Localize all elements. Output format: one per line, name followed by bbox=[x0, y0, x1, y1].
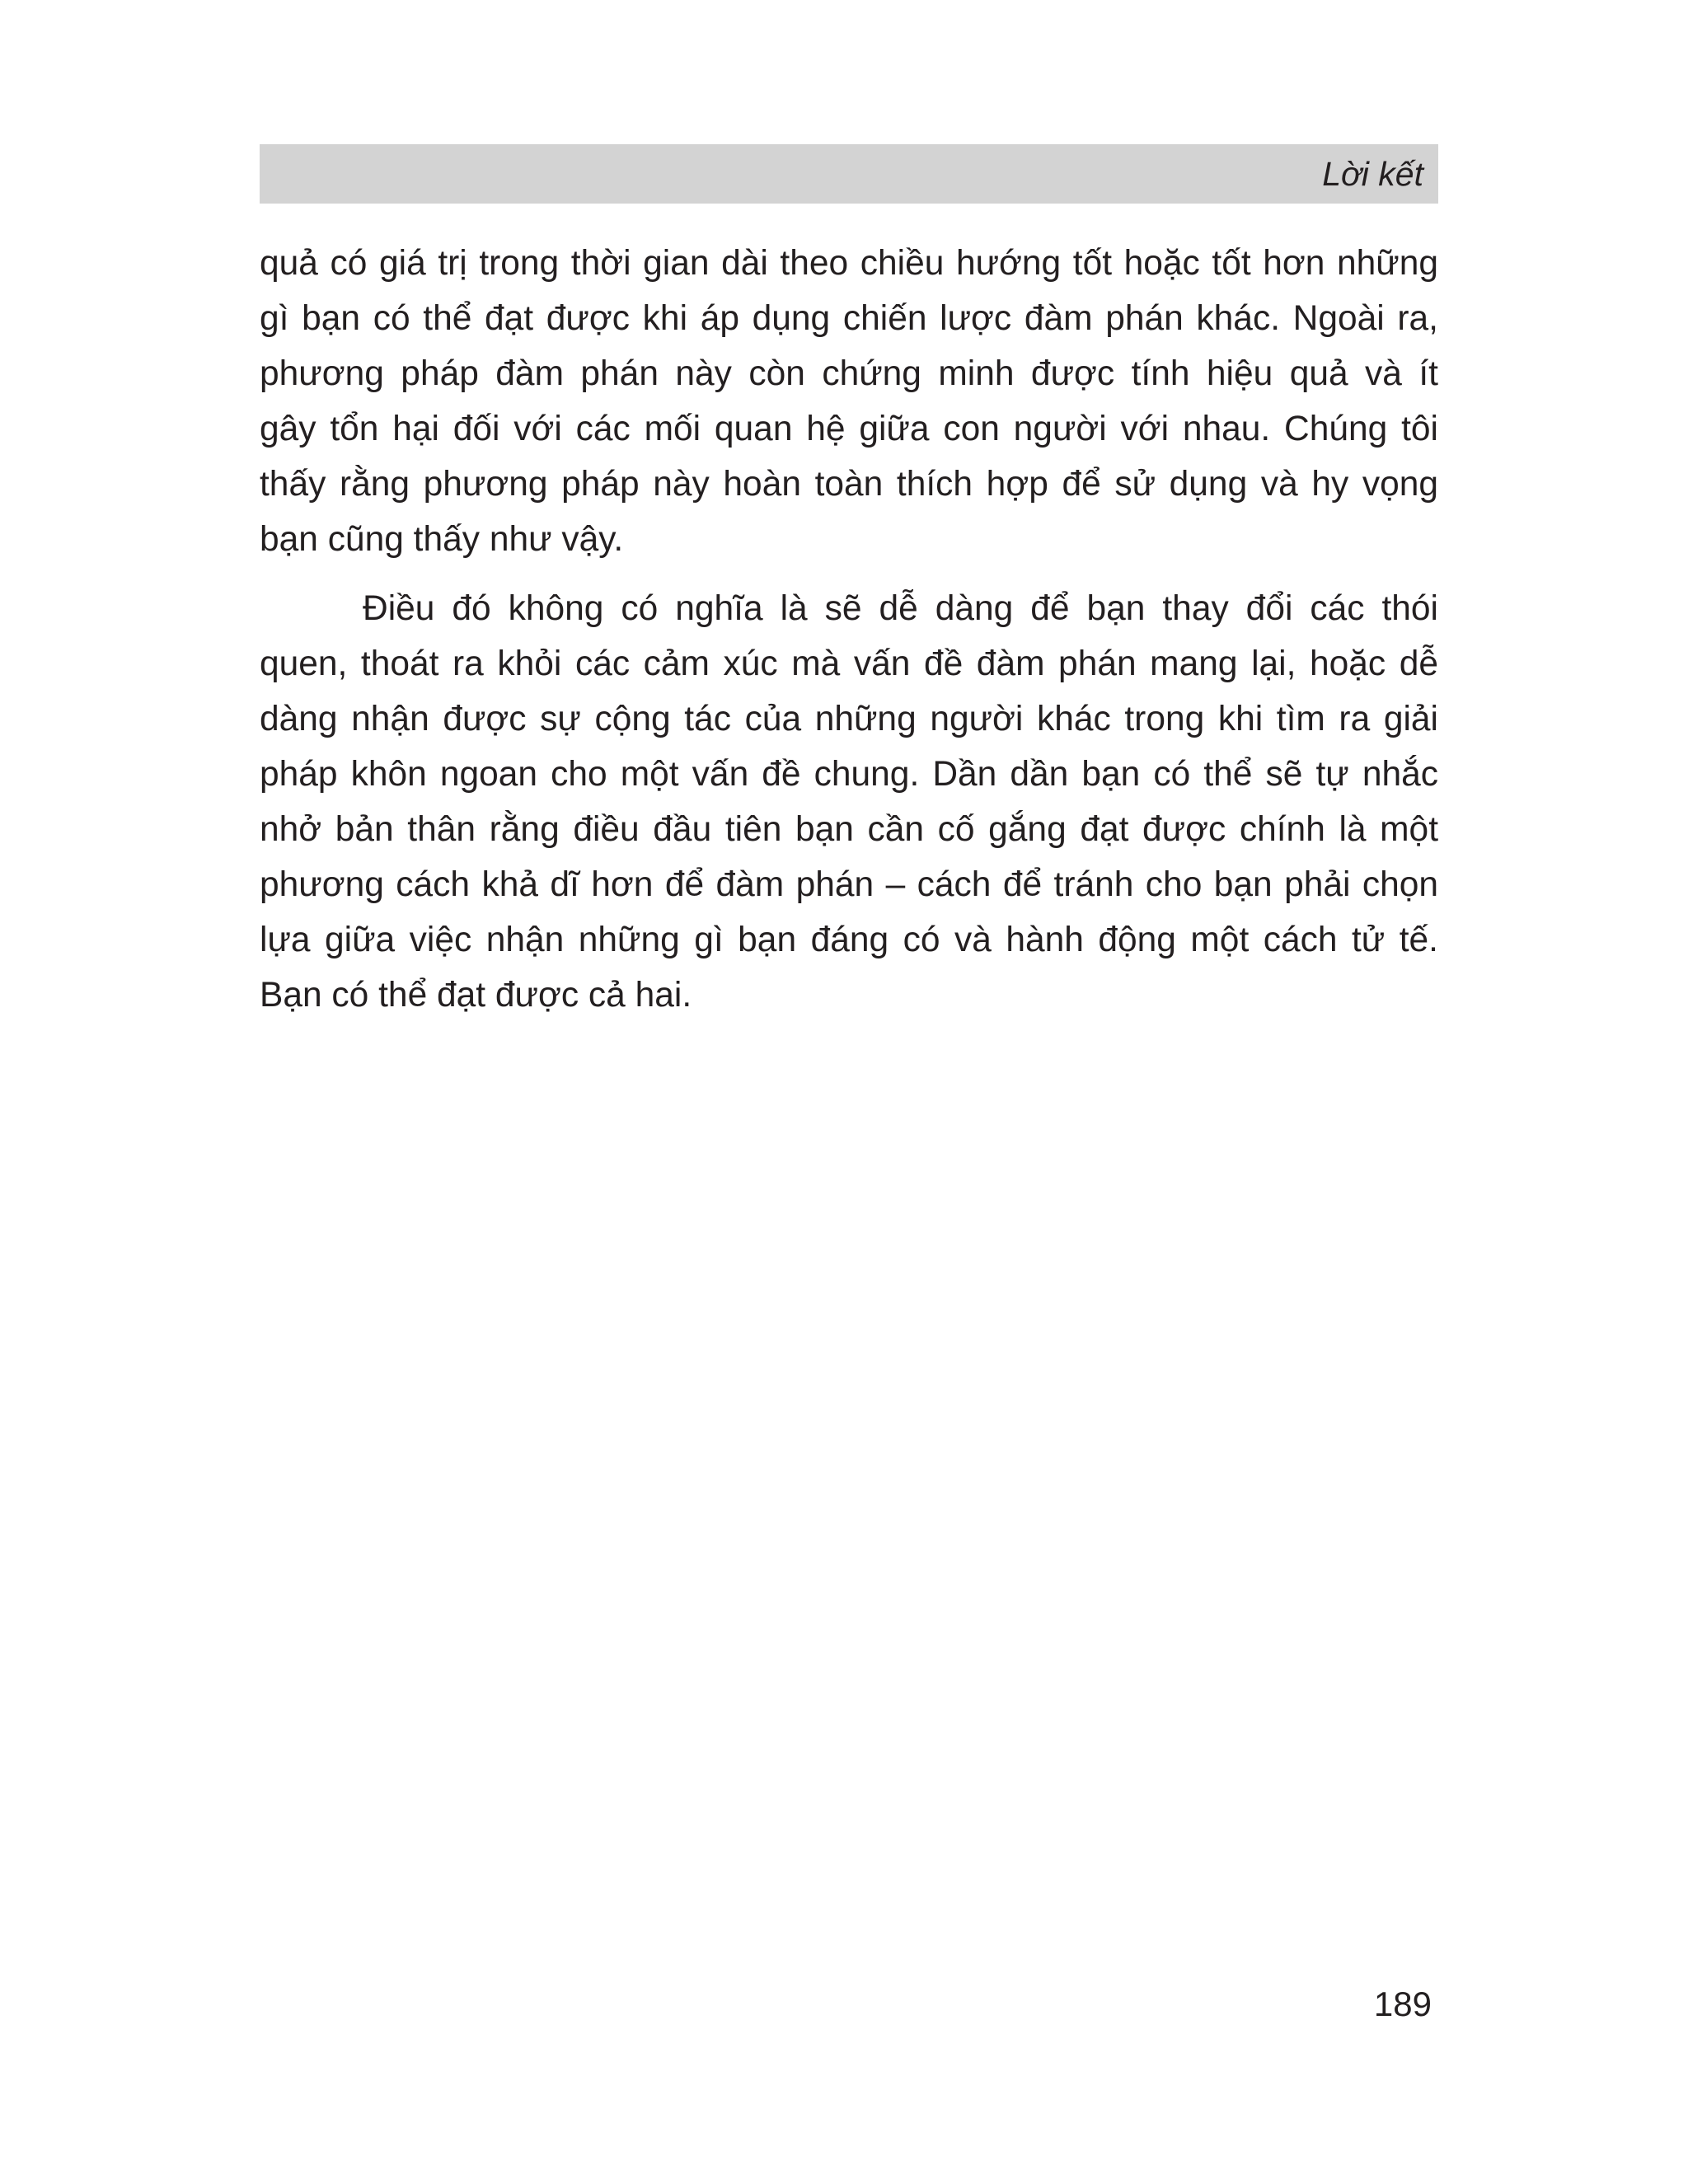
text-line: gây tổn hại đối với các mối quan hệ giữa con người với nhau. Chúng tôi bbox=[260, 410, 1438, 448]
page-number: 189 bbox=[1373, 1985, 1432, 2023]
text-line: thấy rằng phương pháp này hoàn toàn thích hợp để sử dụng và hy vọng bbox=[260, 465, 1438, 504]
text-line: Bạn có thể đạt được cả hai. bbox=[260, 976, 692, 1015]
text-line: dàng nhận được sự cộng tác của những người khác trong khi tìm ra giải bbox=[260, 700, 1438, 738]
paragraph-2 bbox=[260, 581, 1438, 1023]
text-line: quen, thoát ra khỏi các cảm xúc mà vấn đề đàm phán mang lại, hoặc dễ bbox=[260, 644, 1438, 683]
running-header-bar bbox=[260, 144, 1438, 204]
text-line: lựa giữa việc nhận những gì bạn đáng có và hành động một cách tử tế. bbox=[260, 921, 1438, 959]
body-text bbox=[260, 236, 1438, 1023]
text-line: nhở bản thân rằng điều đầu tiên bạn cần cố gắng đạt được chính là một bbox=[260, 810, 1438, 849]
text-line: quả có giá trị trong thời gian dài theo chiều hướng tốt hoặc tốt hơn những bbox=[260, 244, 1438, 283]
paragraph-1 bbox=[260, 236, 1438, 567]
text-line: Điều đó không có nghĩa là sẽ dễ dàng để bạn thay đổi các thói bbox=[363, 589, 1438, 628]
text-line: gì bạn có thể đạt được khi áp dụng chiến lược đàm phán khác. Ngoài ra, bbox=[260, 299, 1438, 338]
text-line: bạn cũng thấy như vậy. bbox=[260, 520, 624, 559]
text-line: phương cách khả dĩ hơn để đàm phán – cách để tránh cho bạn phải chọn bbox=[260, 865, 1438, 904]
text-line: pháp khôn ngoan cho một vấn đề chung. Dần dần bạn có thể sẽ tự nhắc bbox=[260, 755, 1438, 794]
text-line: phương pháp đàm phán này còn chứng minh được tính hiệu quả và ít bbox=[260, 354, 1438, 393]
chapter-title: Lời kết bbox=[1322, 155, 1423, 193]
